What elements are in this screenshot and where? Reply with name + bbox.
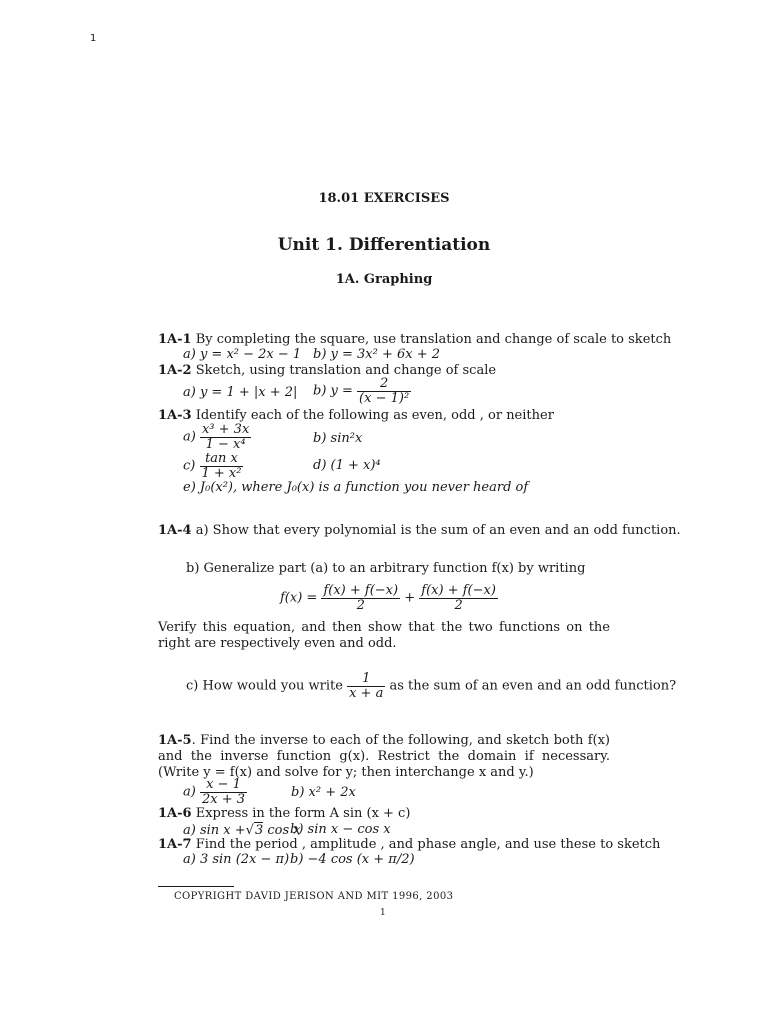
footnote-rule xyxy=(158,886,234,887)
problem-1a-6-part-b: b) sin x − cos x xyxy=(290,822,391,837)
problem-text: Express in the form A sin (x + c) xyxy=(195,806,411,821)
unit-title: Unit 1. Differentiation xyxy=(277,235,491,255)
numerator: tan x xyxy=(205,451,238,466)
denominator: 1 + x² xyxy=(201,465,242,481)
denominator: 2x + 3 xyxy=(201,791,245,807)
top-page-number: 1 xyxy=(90,33,97,44)
course-title: 18.01 EXERCISES xyxy=(318,191,450,206)
problem-1a-5-part-b: b) x² + 2x xyxy=(291,785,356,800)
problem-1a-3-part-a xyxy=(183,423,251,451)
problem-1a-3-part-d: d) (1 + x)⁴ xyxy=(313,458,381,473)
problem-1a-6 xyxy=(158,806,410,821)
problem-label: 1A-6 xyxy=(158,806,192,821)
problem-label: 1A-3 xyxy=(158,408,192,423)
equation-lhs: f(x) = xyxy=(280,590,318,606)
numerator: f(x) + f(−x) xyxy=(421,583,496,598)
part-prefix: a) xyxy=(183,429,196,445)
fraction xyxy=(357,377,411,405)
problem-label: 1A-5 xyxy=(158,733,192,748)
problem-1a-2-part-b xyxy=(313,377,411,405)
problem-text: a) Show that every polynomial is the sum of an even and an odd function. xyxy=(195,523,681,538)
denominator: x + a xyxy=(349,685,384,701)
problem-1a-4-part-c xyxy=(186,672,676,700)
problem-text: . Find the inverse to each of the following, and sketch both f(x) and the inverse function g(x). Restrict the domain if necessary. (Write y = f(x) and solve for y; then interchange x and y.) xyxy=(158,733,610,780)
sqrt-radicand: 3 xyxy=(254,823,264,838)
problem-label: 1A-7 xyxy=(158,837,192,852)
problem-text: Find the period , amplitude , and phase angle, and use these to sketch xyxy=(195,837,661,852)
denominator: 1 − x⁴ xyxy=(200,437,251,452)
problem-1a-4-equation xyxy=(280,584,498,612)
numerator: x³ + 3x xyxy=(201,422,250,437)
problem-1a-5 xyxy=(158,733,610,781)
problem-1a-4-verify: Verify this equation, and then show that the two functions on the right are respectively even and odd. xyxy=(158,620,610,651)
copyright-notice: COPYRIGHT DAVID JERISON AND MIT 1996, 2003 xyxy=(174,891,454,902)
problem-1a-7 xyxy=(158,837,660,852)
problem-1a-6-part-a: a) sin x +√3 cos x xyxy=(183,823,301,838)
problem-1a-3-part-c xyxy=(183,452,243,480)
part-prefix: a) xyxy=(183,784,196,800)
problem-1a-4 xyxy=(158,523,681,538)
problem-1a-1-part-b: b) y = 3x² + 6x + 2 xyxy=(313,347,441,362)
bottom-page-number: 1 xyxy=(380,908,386,918)
denominator: (x − 1)² xyxy=(359,390,410,406)
fraction xyxy=(200,778,247,806)
part-prefix: b) y = xyxy=(313,383,353,399)
problem-label: 1A-2 xyxy=(158,363,192,378)
problem-1a-5-part-a xyxy=(183,778,247,806)
problem-1a-2-part-a: a) y = 1 + |x + 2| xyxy=(183,385,298,400)
part-prefix: a) sin x + xyxy=(183,823,246,838)
problem-text: Identify each of the following as even, odd , or neither xyxy=(195,408,554,423)
problem-1a-7-part-a: a) 3 sin (2x − π) xyxy=(183,852,290,867)
numerator: 1 xyxy=(362,671,371,686)
problem-1a-3 xyxy=(158,408,554,423)
fraction xyxy=(347,672,385,700)
problem-text: By completing the square, use translation and change of scale to sketch xyxy=(195,332,672,347)
fraction-even xyxy=(321,584,400,612)
numerator: f(x) + f(−x) xyxy=(323,583,399,598)
problem-1a-2 xyxy=(158,363,496,378)
section-title: 1A. Graphing xyxy=(335,272,433,287)
fraction xyxy=(200,452,244,480)
part-suffix: as the sum of an even and an odd function? xyxy=(389,678,677,694)
part-prefix: c) How would you write xyxy=(186,678,343,694)
problem-label: 1A-4 xyxy=(158,523,192,538)
part-prefix: c) xyxy=(183,458,196,474)
problem-text: Sketch, using translation and change of scale xyxy=(195,363,497,378)
numerator: x − 1 xyxy=(206,777,241,792)
problem-1a-1-part-a: a) y = x² − 2x − 1 xyxy=(183,347,302,362)
numerator: 2 xyxy=(379,376,389,391)
problem-1a-3-part-b: b) sin²x xyxy=(313,431,363,446)
problem-1a-1 xyxy=(158,332,671,347)
denominator: 2 xyxy=(419,598,498,613)
plus-sign: + xyxy=(404,590,416,606)
problem-1a-7-part-b: b) −4 cos (x + π/2) xyxy=(290,852,415,867)
problem-1a-4-part-b: b) Generalize part (a) to an arbitrary function f(x) by writing xyxy=(186,561,586,576)
problem-1a-3-part-e: e) J₀(x²), where J₀(x) is a function you never heard of xyxy=(183,480,529,495)
denominator: 2 xyxy=(321,598,400,613)
problem-label: 1A-1 xyxy=(158,332,192,347)
fraction xyxy=(200,423,251,451)
part-suffix: cos x xyxy=(267,823,301,838)
fraction-odd xyxy=(419,584,498,612)
